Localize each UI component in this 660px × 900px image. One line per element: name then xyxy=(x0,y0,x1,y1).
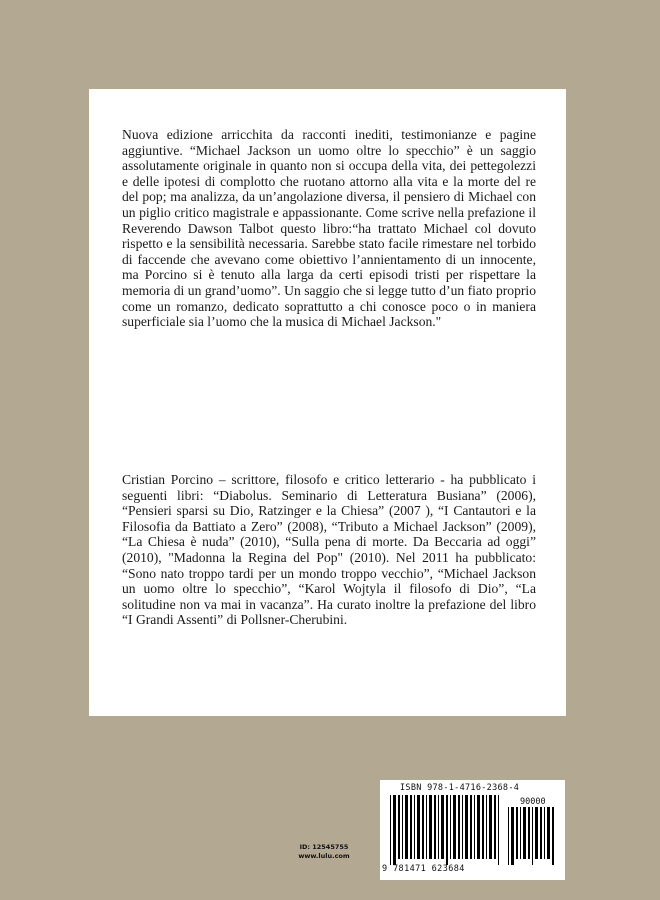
barcode-bar xyxy=(508,807,509,865)
barcode-bar xyxy=(450,795,451,859)
barcode-bar xyxy=(390,795,391,865)
barcode-addon-bars xyxy=(508,807,556,865)
barcode-bar xyxy=(477,795,480,859)
barcode-bar xyxy=(398,795,400,859)
book-description: Nuova edizione arricchita da racconti inediti, testimonianze e pagine aggiuntive. “Michael Jackson un uomo oltre lo specchio” è un saggio assolutamente originale in quanto non si occupa della vita, dei pettegolezzi e delle ipotesi di complotto che ruotano attorno alla vita e la morte del re del pop; ma analizza, da un’angolazione diversa, il pensiero di Michael con un piglio critico magistrale e appassionante. Come scrive nella prefazione il Reverendo Dawson Talbot questo libro:“ha trattato Michael col dovuto rispetto e la sensibilità necessaria. Sarebbe stato facile rimestare nel torbido di faccende che avevano come obiettivo l’annientamento di un innocente, ma Porcino si è tenuto alla larga da certi episodi tristi per rispettare la memoria di un grand’uomo”. Un saggio che si legge tutto d’un fiato proprio come un romanzo, dedicato soprattutto a chi conosce poco o in maniera superficiale sia l’uomo che la musica di Michael Jackson." xyxy=(122,127,536,330)
barcode-bar xyxy=(405,795,408,859)
text-panel xyxy=(89,89,566,716)
barcode-bar xyxy=(465,795,468,859)
barcode-bar xyxy=(446,795,448,865)
barcode-bar xyxy=(426,795,427,859)
barcode-bar xyxy=(552,807,554,865)
price-code: 90000 xyxy=(520,797,546,807)
barcode-bar xyxy=(429,795,432,859)
barcode-digits: 9 781471 623684 xyxy=(382,864,465,874)
barcode-bar xyxy=(470,795,472,859)
barcode-bar xyxy=(520,807,521,859)
barcode-bar xyxy=(441,795,444,859)
publisher-id: ID: 12545755 xyxy=(299,843,349,851)
barcode-bar xyxy=(498,795,499,865)
barcode-bar xyxy=(535,807,538,859)
barcode-bars xyxy=(390,795,502,865)
barcode-bar xyxy=(511,807,514,865)
publisher-id-block xyxy=(284,843,364,860)
barcode-bar xyxy=(516,807,518,859)
barcode-bar xyxy=(414,795,415,859)
isbn-barcode xyxy=(380,780,565,880)
barcode-bar xyxy=(434,795,436,859)
barcode-bar xyxy=(532,807,533,865)
barcode-bar xyxy=(489,795,492,859)
barcode-bar xyxy=(482,795,484,859)
barcode-bar xyxy=(523,807,526,859)
barcode-bar xyxy=(422,795,424,859)
barcode-bar xyxy=(453,795,456,859)
barcode-bar xyxy=(417,795,420,859)
author-bio: Cristian Porcino – scrittore, filosofo e critico letterario - ha pubblicato i seguenti libri: “Diabolus. Seminario di Letteratura Busiana” (2006), “Pensieri sparsi su Dio, Ratzinger e la Chiesa” (2007 ), “I Cantautori e la Filosofia da Battiato a Zero” (2008), “Tributo a Michael Jackson” (2009), “La Chiesa è nuda” (2010), “Sulla pena di morte. Da Beccaria ad oggi” (2010), "Madonna la Regina del Pop" (2010). Nel 2011 ha pubblicato: “Sono nato troppo tardi per un mondo troppo vecchio”, “Michael Jackson un uomo oltre lo specchio”, “Karol Wojtyla il filosofo di Dio”, “La solitudine non va mai in vacanza”. Ha curato inoltre la prefazione del libro “I Grandi Assenti” di Pollsner-Cherubini. xyxy=(122,472,536,628)
barcode-bar xyxy=(547,807,550,859)
isbn-label: ISBN 978-1-4716-2368-4 xyxy=(400,783,520,793)
barcode-bar xyxy=(462,795,463,859)
barcode-bar xyxy=(486,795,487,859)
barcode-bar xyxy=(544,807,545,859)
publisher-website: www.lulu.com xyxy=(298,851,350,860)
barcode-bar xyxy=(438,795,439,859)
barcode-bar xyxy=(393,795,396,865)
barcode-bar xyxy=(494,795,496,859)
barcode-bar xyxy=(458,795,460,859)
barcode-bar xyxy=(402,795,403,859)
barcode-bar xyxy=(528,807,530,859)
barcode-bar xyxy=(540,807,542,859)
barcode-bar xyxy=(410,795,412,859)
barcode-bar xyxy=(474,795,475,859)
